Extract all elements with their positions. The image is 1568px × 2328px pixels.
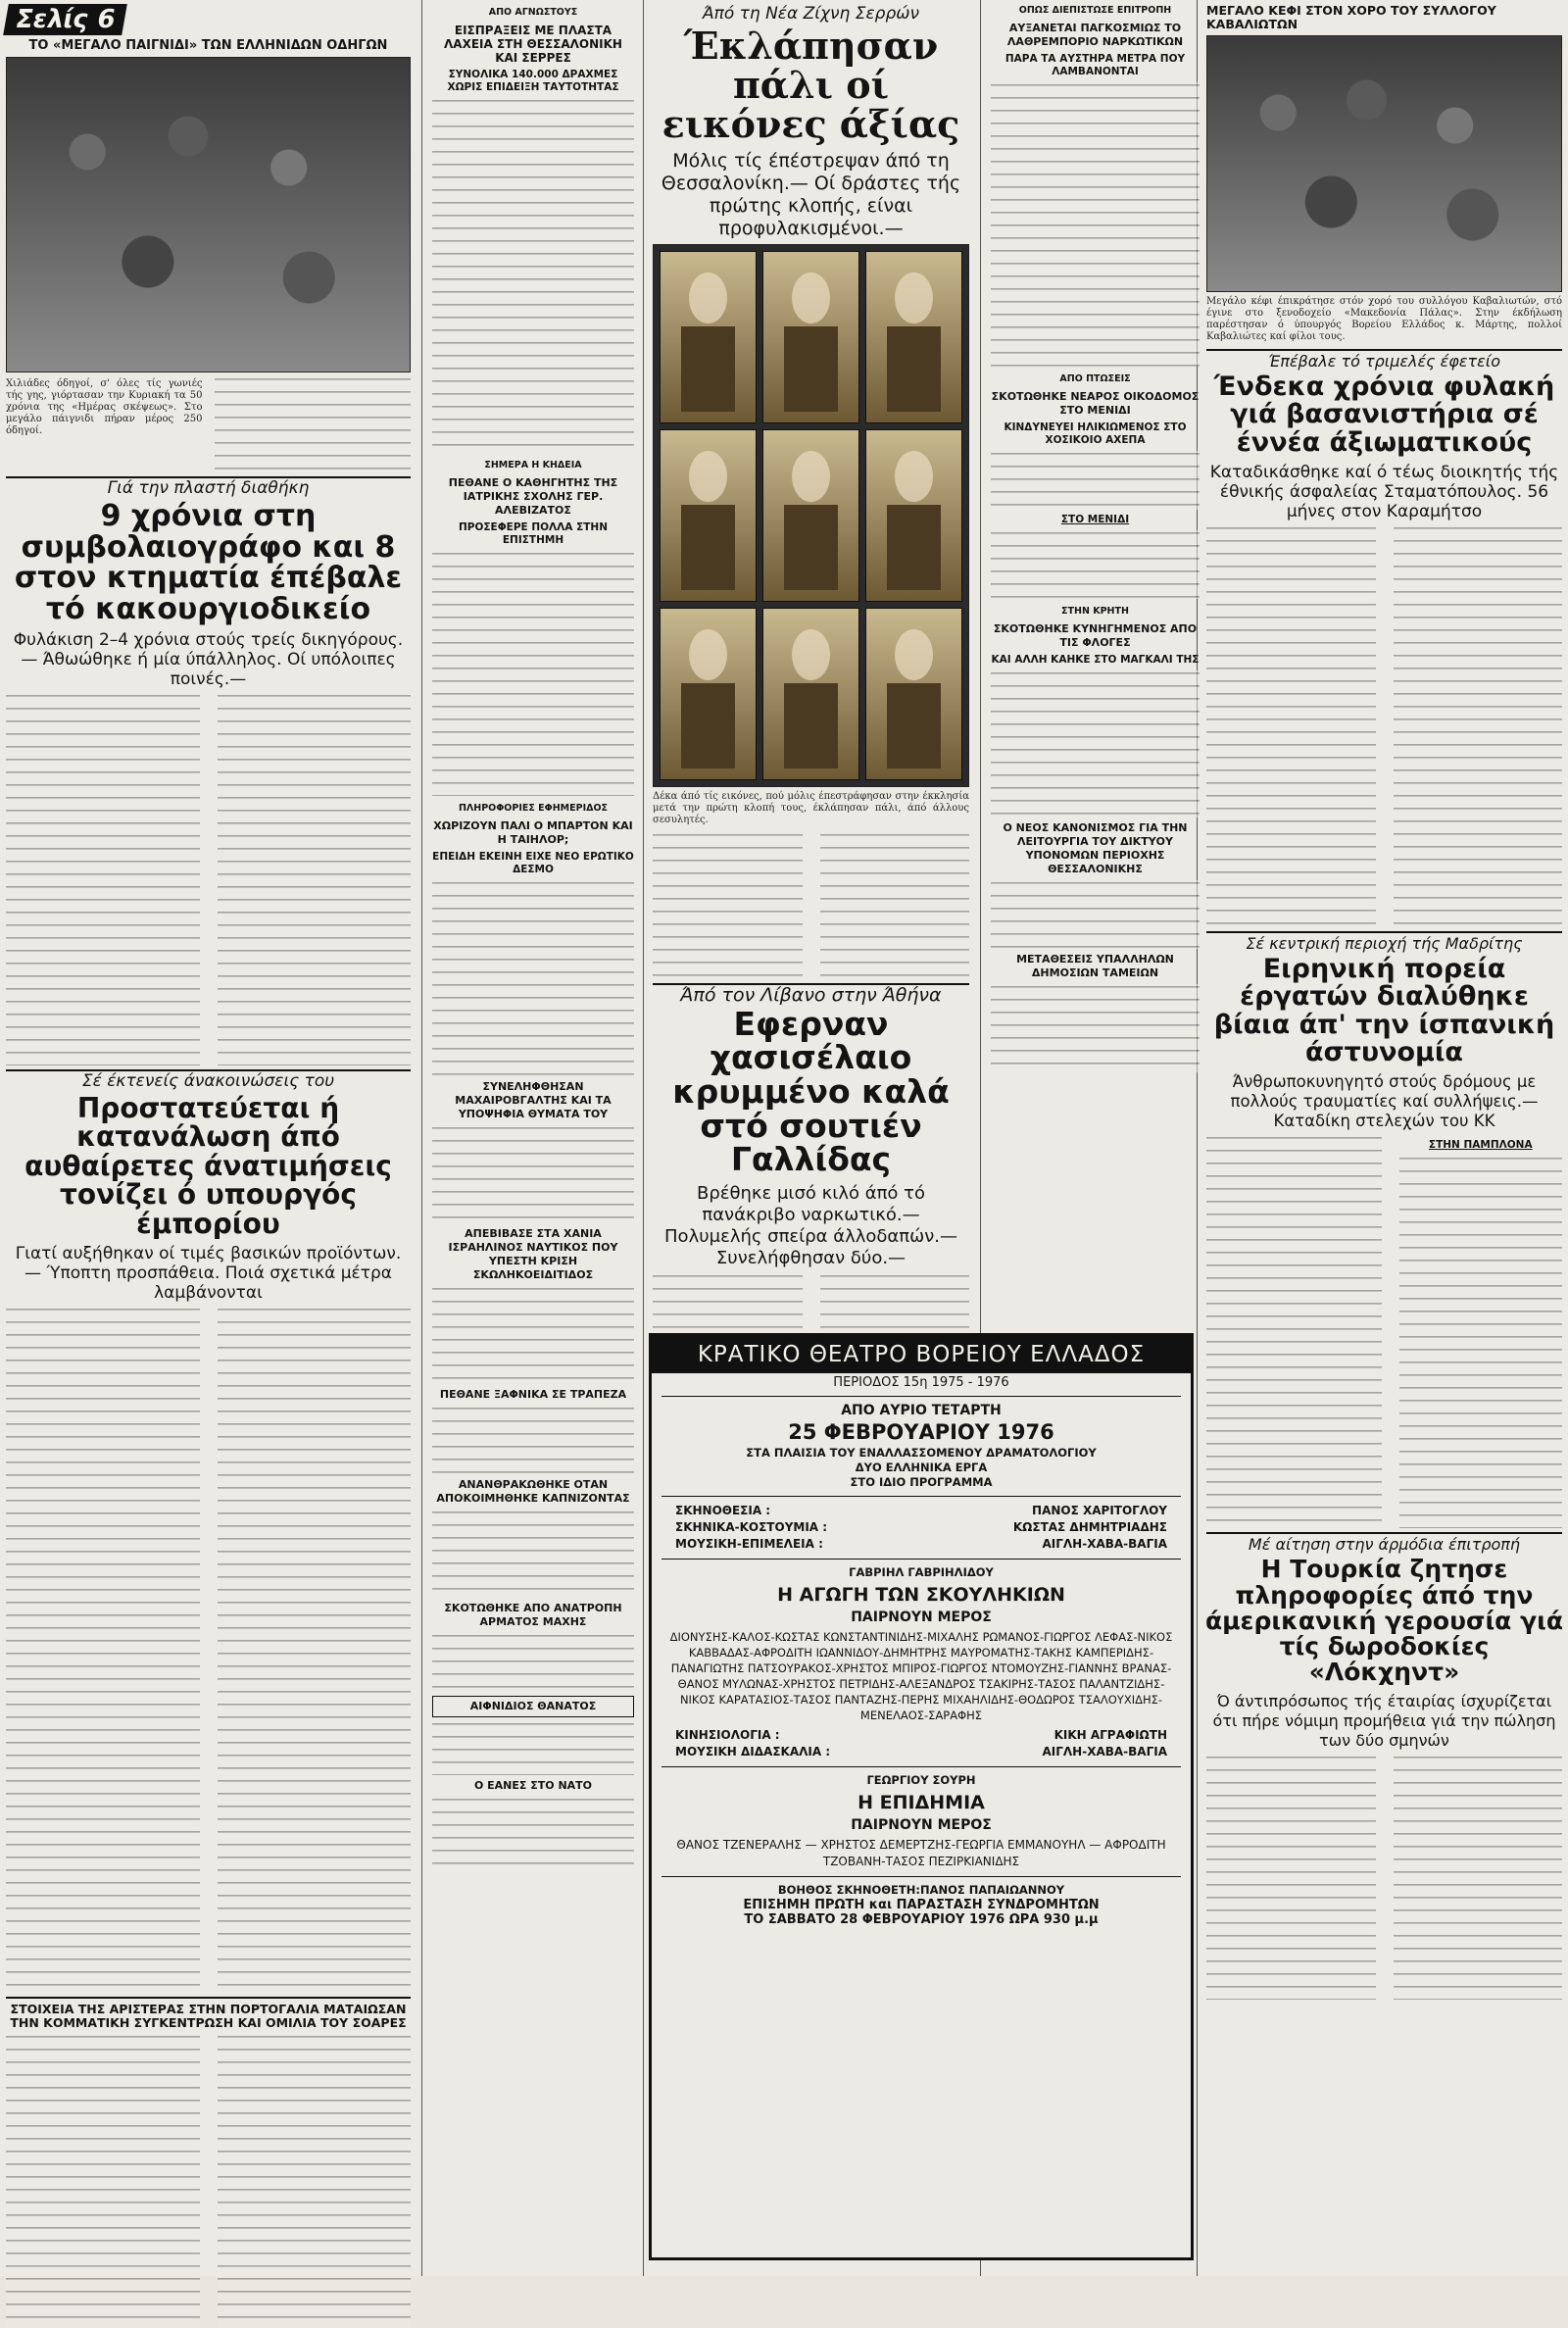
- story-headline: ΣΚΟΤΩΘΗΚΕ ΝΕΑΡΟΣ ΟΙΚΟΔΟΜΟΣ ΣΤΟ ΜΕΝΙΔΙ: [991, 390, 1200, 417]
- article-text: [432, 1125, 634, 1223]
- story-headline: ΧΩΡΙΖΟΥΝ ΠΑΛΙ Ο ΜΠΑΡΤΟΝ ΚΑΙ Η ΤΑΙΗΛΟΡ;: [433, 819, 633, 846]
- play-title: Η ΕΠΙΔΗΜΙΑ: [858, 1792, 985, 1813]
- story-deck: Φυλάκιση 2–4 χρόνια στούς τρείς δικηγόρους.— Άθωώθηκε ή μία ύπάλληλος. Οί υπόλοιπες ποινές.—: [13, 630, 404, 689]
- ad-premiere: ΕΠΙΣΗΜΗ ΠΡΩΤΗ και ΠΑΡΑΣΤΑΣΗ ΣΥΝΔΡΟΜΗΤΩΝ: [743, 1898, 1100, 1912]
- article-text: [432, 1286, 634, 1384]
- story-kicker: Έπέβαλε τό τριμελές έφετείο: [1268, 352, 1500, 371]
- story-headline: ΑΝΑΝΘΡΑΚΩΘΗΚΕ ΟΤΑΝ ΑΠΟΚΟΙΜΗΘΗΚΕ ΚΑΠΝΙΖΟΝΤΑΣ: [436, 1478, 630, 1505]
- story-deck: Βρέθηκε μισό κιλό άπό τό πανάκριβο ναρκωτικό.— Πολυμελής σπείρα άλλοδαπών.— Συνελήφθησαν δύο.—: [664, 1182, 957, 1268]
- story-kicker: ΑΠΟ ΑΓΝΩΣΤΟΥΣ: [488, 7, 578, 18]
- story-headline: ΠΕΘΑΝΕ ΞΑΦΝΙΚΑ ΣΕ ΤΡΑΠΕΖΑ: [439, 1388, 627, 1401]
- article-text: [1399, 1156, 1563, 1528]
- story-headline: 9 χρόνια στη συμβολαιογράφο και 8 στον κτηματία έπέβαλε τό κακουργιοδικείο: [14, 499, 403, 626]
- story-kicker: ΠΛΗΡΟΦΟΡΙΕΣ ΕΦΗΜΕΡΙΔΟΣ: [458, 803, 609, 814]
- ad-programme: ΣΤΟ ΙΔΙΟ ΠΡΟΓΡΑΜΜΑ: [850, 1475, 993, 1489]
- credit-row: [675, 1536, 1167, 1553]
- ad-programme: ΔΥΟ ΕΛΛΗΝΙΚΑ ΕΡΓΑ: [855, 1461, 988, 1474]
- credit-row: [675, 1503, 1167, 1519]
- article-text: [215, 376, 412, 474]
- play-cast: ΔΙΟΝΥΣΗΣ-ΚΑΛΟΣ-ΚΩΣΤΑΣ ΚΩΝΣΤΑΝΤΙΝΙΔΗΣ-ΜΙΧΑΛΗΣ ΡΩΜΑΝΟΣ-ΓΙΩΡΓΟΣ ΛΕΦΑΣ-ΝΙΚΟΣ ΚΑΒΒΑΔΑΣ-ΑΦΡΟΔΙΤΗ ΙΩΑΝΝΙΔΟΥ-ΔΗΜΗΤΡΗΣ ΜΑΥΡΟΜΑΤΗΣ-ΤΑΚΗΣ ΚΑΜΠΕΡΙΔΗΣ-ΠΑΝΑΓΙΩΤΗΣ ΠΑΤΣΟΥΡΑΚΟΣ-ΧΡΗΣΤΟΣ ΜΠΙΡΟΣ-ΓΙΩΡΓΟΣ ΝΤΟΜΟΥΖΗΣ-ΓΙΑΝΝΗΣ ΒΡΑΝΑΣ-ΘΑΝΟΣ ΜΥΛΩΝΑΣ-ΧΡΗΣΤΟΣ ΠΕΤΡΙΔΗΣ-ΑΛΕΞΑΝΔΡΟΣ ΤΣΑΚΙΡΗΣ-ΤΑΣΟΣ ΠΑΛΑΝΤΖΙΔΗΣ-ΝΙΚΟΣ ΚΑΡΑΤΑΣΙΟΣ-ΤΑΣΟΣ ΠΑΝΤΑΖΗΣ-ΠΕΡΗΣ ΜΙΧΑΗΛΙΔΗΣ-ΘΟΔΩΡΟΣ ΤΣΑΛΟΥΧΙΔΗΣ-ΜΕΝΕΛΑΟΣ-ΣΑΡΑΦΗΣ: [669, 1630, 1173, 1722]
- credit-role: ΣΚΗΝΙΚΑ-ΚΟΣΤΟΥΜΙΑ :: [675, 1520, 828, 1534]
- article-text: [1206, 525, 1376, 927]
- credit-row: [675, 1519, 1167, 1536]
- article-text: [6, 693, 200, 1065]
- story-place: ΣΤΗΝ ΠΑΜΠΛΟΝΑ: [1428, 1139, 1533, 1152]
- story-deck: Ό άντιπρόσωπος τής έταιρίας ίσχυρίζεται ότι πήρε νόμιμη προμήθεια γιά την πώληση των δύο σμηνών: [1212, 1691, 1556, 1750]
- story-deck: Άνθρωποκυνηγητό στούς δρόμους με πολλούς τραυματίες καί συλλήψεις.— Καταδίκη στελεχών του ΚΚ: [1230, 1072, 1539, 1131]
- story-place: ΣΤΟ ΜΕΝΙΔΙ: [1060, 514, 1130, 525]
- masthead: [6, 4, 411, 35]
- ad-from: ΑΠΟ ΑΥΡΙΟ ΤΕΤΑΡΤΗ: [841, 1403, 1002, 1418]
- article-text: [991, 530, 1200, 599]
- story-sub: ΚΑΙ ΑΛΛΗ ΚΑΗΚΕ ΣΤΟ ΜΑΓΚΑΛΙ ΤΗΣ: [991, 654, 1200, 666]
- play-title: Η ΑΓΩΓΗ ΤΩΝ ΣΚΟΥΛΗΚΙΩΝ: [777, 1584, 1065, 1606]
- article-text: [1206, 1755, 1376, 2000]
- credit-role: ΜΟΥΣΙΚΗ ΔΙΔΑΣΚΑΛΙΑ :: [675, 1745, 831, 1758]
- story-deck: Γιατί αυξήθηκαν οί τιμές βασικών προϊόντων.— Ύποπτη προσπάθεια. Ποιά σχετικά μέτρα λαμβάνονται: [15, 1243, 402, 1303]
- credit-role: ΚΙΝΗΣΙΟΛΟΓΙΑ :: [675, 1728, 780, 1742]
- story-kicker: Σέ έκτενείς άνακοινώσεις του: [81, 1071, 335, 1091]
- story-headline: Ο ΝΕΟΣ ΚΑΝΟΝΙΣΜΟΣ ΓΙΑ ΤΗΝ ΛΕΙΤΟΥΡΓΙΑ ΤΟΥ ΔΙΚΤΥΟΥ ΥΠΟΝΟΜΩΝ ΠΕΡΙΟΧΗΣ ΘΕΣΣΑΛΟΝΙΚΗΣ: [1003, 821, 1188, 875]
- story-sub: ΚΙΝΔΥΝΕΥΕΙ ΗΛΙΚΙΩΜΕΝΟΣ ΣΤΟ ΧΟΣΙΚΟΙΟ ΑΧΕΠΑ: [1004, 421, 1187, 446]
- story-headline: Εφερναν χασισέλαιο κρυμμένο καλά στό σουτιέν Γαλλίδας: [672, 1004, 950, 1179]
- story-kicker: Μέ αίτηση στην άρμόδια έπιτροπή: [1248, 1535, 1521, 1555]
- photo-caption: Χιλιάδες όδηγοί, σ' όλες τίς γωνιές τής γης, γιόρτασαν την Κυριακή τα 50 χρόνια της «Ημέρας σκέψεως». Στο μεγάλο πάιγνιδι πήραν μέρος 250 όδηγοί.: [6, 378, 203, 436]
- credit-name: ΑΙΓΛΗ-ΧΑΒΑ-ΒΑΓΙΑ: [1042, 1537, 1167, 1551]
- story-kicker: ΑΠΟ ΠΤΩΣΕΙΣ: [1059, 373, 1131, 384]
- ad-programme: ΣΤΑ ΠΛΑΙΣΙΑ ΤΟΥ ΕΝΑΛΛΑΣΣΟΜΕΝΟΥ ΔΡΑΜΑΤΟΛΟΓΙΟΥ: [746, 1446, 1097, 1460]
- credit-name: ΠΑΝΟΣ ΧΑΡΙΤΟΓΛΟΥ: [1032, 1504, 1167, 1517]
- story-headline: ΑΠΕΒΙΒΑΣΕ ΣΤΑ ΧΑΝΙΑ ΙΣΡΑΗΛΙΝΟΣ ΝΑΥΤΙΚΟΣ ΠΟΥ ΥΠΕΣΤΗ ΚΡΙΣΗ ΣΚΩΛΗΚΟΕΙΔΙΤΙΔΟΣ: [448, 1227, 618, 1281]
- article-text: [820, 832, 970, 979]
- credit-name: ΚΩΣΤΑΣ ΔΗΜΗΤΡΙΑΔΗΣ: [1012, 1520, 1167, 1534]
- article-text: [432, 1510, 634, 1598]
- article-text: [432, 1406, 634, 1474]
- article-text: [432, 880, 634, 1076]
- page-number-badge: Σελίς 6: [3, 4, 127, 35]
- story-kicker: Γιά την πλαστή διαθήκη: [107, 478, 310, 498]
- story-sub: ΕΠΕΙΔΗ ΕΚΕΙΝΗ ΕΙΧΕ ΝΕΟ ΕΡΩΤΙΚΟ ΔΕΣΜΟ: [432, 851, 634, 875]
- article-text: [218, 2034, 412, 2328]
- story-headline: ΑΙΦΝΙΔΙΟΣ ΘΑΝΑΤΟΣ: [432, 1696, 634, 1717]
- photo-title: ΜΕΓΑΛΟ ΚΕΦΙ ΣΤΟΝ ΧΟΡΟ ΤΟΥ ΣΥΛΛΟΓΟΥ ΚΑΒΑΛΙΩΤΩΝ: [1206, 3, 1496, 31]
- story-sub: ΠΡΟΣΕΦΕΡΕ ΠΟΛΛΑ ΣΤΗΝ ΕΠΙΣΤΗΜΗ: [458, 521, 609, 546]
- article-text: [218, 693, 412, 1065]
- credit-role: ΣΚΗΝΟΘΕΣΙΑ :: [675, 1504, 771, 1517]
- ad-credits: [652, 1503, 1191, 1553]
- play-cast: ΘΑΝΟΣ ΤΖΕΝΕΡΑΛΗΣ — ΧΡΗΣΤΟΣ ΔΕΜΕΡΤΖΗΣ-ΓΕΩΡΓΙΑ ΕΜΜΑΝΟΥΗΛ — ΑΦΡΟΔΙΤΗ ΤΖΟΒΑΝΗ-ΤΑΣΟΣ ΠΕΖΙΡΚΙΑΝΙΔΗΣ: [676, 1838, 1166, 1868]
- column-left: [0, 0, 416, 2328]
- article-text: [1394, 1755, 1563, 2000]
- story-headline: ΣΥΝΕΛΗΦΘΗΣΑΝ ΜΑΧΑΙΡΟΒΓΑΛΤΗΣ ΚΑΙ ΤΑ ΥΠΟΨΗΦΙΑ ΘΥΜΑΤΑ ΤΟΥ: [455, 1080, 612, 1120]
- cast-label: ΠΑΙΡΝΟΥΝ ΜΕΡΟΣ: [851, 1817, 992, 1833]
- column-second: [426, 0, 640, 1865]
- dance-photo: [1206, 35, 1562, 292]
- article-text: [991, 880, 1200, 949]
- story-headline: ΣΚΟΤΩΘΗΚΕ ΚΥΝΗΓΗΜΕΝΟΣ ΑΠΟ ΤΙΣ ΦΛΟΓΕΣ: [993, 622, 1198, 649]
- ad-period: ΠΕΡΙΟΔΟΣ 15η 1975 - 1976: [833, 1375, 1009, 1390]
- story-kicker: Άπό τον Λίβανο στην Άθήνα: [680, 983, 942, 1006]
- column-rule: [421, 0, 422, 2276]
- ad-date: 25 ΦΕΒΡΟΥΑΡΙΟΥ 1976: [788, 1420, 1054, 1444]
- article-text: [6, 2034, 200, 2328]
- story-headline: ΕΙΣΠΡΑΞΕΙΣ ΜΕ ΠΛΑΣΤΑ ΛΑΧΕΙΑ ΣΤΗ ΘΕΣΣΑΛΟΝΙΚΗ ΚΑΙ ΣΕΡΡΕΣ: [444, 24, 622, 65]
- photo-title: ΤΟ «ΜΕΓΑΛΟ ΠΑΙΓΝΙΔΙ» ΤΩΝ ΕΛΛΗΝΙΔΩΝ ΟΔΗΓΩΝ: [28, 38, 388, 53]
- photo-caption: Μεγάλο κέφι έπικράτησε στόν χορό του συλλόγου Καβαλιωτών, στό έγινε στο ξενοδοχείο «Μακεδονία Πάλας». Στην έκδήλωση παρέστησαν ό ύπουργός Βορείου Ελλάδος κ. Μάρτης, πολλοί Καβαλιώτες καί φίλοι τους.: [1206, 296, 1562, 342]
- story-headline: ΠΕΘΑΝΕ Ο ΚΑΘΗΓΗΤΗΣ ΤΗΣ ΙΑΤΡΙΚΗΣ ΣΧΟΛΗΣ ΓΕΡ. ΑΛΕΒΙΖΑΤΟΣ: [448, 476, 618, 517]
- credit-name: ΚΙΚΗ ΑΓΡΑΦΙΩΤΗ: [1054, 1728, 1167, 1742]
- story-headline: Έκλάπησαν πάλι οί εικόνες άξίας: [662, 24, 960, 146]
- cast-label: ΠΑΙΡΝΟΥΝ ΜΕΡΟΣ: [851, 1610, 992, 1625]
- story-kicker: ΣΗΜΕΡΑ Η ΚΗΔΕΙΑ: [484, 460, 582, 471]
- article-text: [432, 98, 634, 451]
- story-deck: Καταδικάσθηκε καί ό τέως διοικητής τής έθνικής άσφαλείας Σταματόπουλος. 56 μήνες στον Καραμήτσο: [1209, 463, 1559, 522]
- stolen-icons-photo: [653, 244, 969, 787]
- credit-row: [675, 1744, 1167, 1760]
- article-text: [6, 1307, 200, 1993]
- article-text: [1394, 525, 1563, 927]
- article-text: [432, 1721, 634, 1775]
- story-headline: Ένδεκα χρόνια φυλακή γιά βασανιστήρια σέ έννέα άξιωματικούς: [1213, 371, 1555, 458]
- credit-row: [675, 1727, 1167, 1744]
- credit-role: ΜΟΥΣΙΚΗ-ΕΠΙΜΕΛΕΙΑ :: [675, 1537, 823, 1551]
- article-text: [1206, 1135, 1382, 1527]
- column-rule: [643, 0, 644, 2276]
- ad-header: ΚΡΑΤΙΚΟ ΘΕΑΤΡΟ ΒΟΡΕΙΟΥ ΕΛΛΑΔΟΣ: [652, 1336, 1191, 1373]
- column-fourth: [985, 0, 1205, 1072]
- guides-photo: [6, 57, 411, 372]
- ad-credits: [652, 1727, 1191, 1760]
- story-headline: ΣΚΟΤΩΘΗΚΕ ΑΠΟ ΑΝΑΤΡΟΠΗ ΑΡΜΑΤΟΣ ΜΑΧΗΣ: [444, 1602, 622, 1628]
- story-kicker: ΣΤΗΝ ΚΡΗΤΗ: [1061, 606, 1129, 617]
- story-headline: ΑΥΞΑΝΕΤΑΙ ΠΑΓΚΟΣΜΙΩΣ ΤΟ ΛΑΘΡΕΜΠΟΡΙΟ ΝΑΡΚΩΤΙΚΩΝ: [1006, 22, 1184, 48]
- story-deck: Μόλις τίς έπέστρεψαν άπό τη Θεσσαλονίκη.— Οί δράστες τής πρώτης κλοπής, είναι προφυλακισμένοι.—: [661, 149, 961, 239]
- article-text: [432, 1633, 634, 1692]
- column-middle: [647, 0, 975, 1548]
- credit-name: ΑΙΓΛΗ-ΧΑΒΑ-ΒΑΓΙΑ: [1042, 1745, 1167, 1758]
- article-text: [432, 1797, 634, 1865]
- story-sub: ΠΑΡΑ ΤΑ ΑΥΣΤΗΡΑ ΜΕΤΡΑ ΠΟΥ ΛΑΜΒΑΝΟΝΤΑΙ: [1004, 53, 1186, 77]
- column-right: [1200, 0, 1568, 2000]
- story-headline: Η Τουρκία ζητησε πληροφορίες άπό την άμερικανική γερουσία γιά τίς δωροδοκίες «Λόκχηντ»: [1204, 1555, 1564, 1687]
- ad-premiere-date: ΤΟ ΣΑΒΒΑΤΟ 28 ΦΕΒΡΟΥΑΡΙΟΥ 1976 ΩΡΑ 930 μ.μ: [744, 1912, 1099, 1927]
- photo-caption: Δέκα άπό τίς εικόνες, πού μόλις έπεστράφησαν στην έκκλησία μετά την πρώτη κλοπή τους, έκλάπησαν πάλι, άπό άλλους σεσυλητές.: [653, 790, 969, 825]
- article-text: [991, 82, 1200, 367]
- article-text: [991, 451, 1200, 510]
- story-sub: ΣΥΝΟΛΙΚΑ 140.000 ΔΡΑΧΜΕΣ ΧΩΡΙΣ ΕΠΙΔΕΙΞΗ ΤΑΥΤΟΤΗΤΑΣ: [447, 69, 619, 93]
- story-headline: Προστατεύεται ή κατανάλωση άπό αυθαίρετες άνατιμήσεις τονίζει ό υπουργός έμπορίου: [24, 1092, 392, 1240]
- article-text: [432, 551, 634, 796]
- theatre-advertisement: [649, 1333, 1194, 2260]
- story-kicker: ΟΠΩΣ ΔΙΕΠΙΣΤΩΣΕ ΕΠΙΤΡΟΠΗ: [1018, 5, 1172, 16]
- story-headline: ΣΤΟΙΧΕΙΑ ΤΗΣ ΑΡΙΣΤΕΡΑΣ ΣΤΗΝ ΠΟΡΤΟΓΑΛΙΑ ΜΑΤΑΙΩΣΑΝ ΤΗΝ ΚΟΜΜΑΤΙΚΗ ΣΥΓΚΕΝΤΡΩΣΗ ΚΑΙ ΟΜΙΛΙΑ ΤΟΥ ΣΟΑΡΕΣ: [10, 2001, 407, 2030]
- story-headline: Ο ΕΑΝΕΣ ΣΤΟ ΝΑΤΟ: [473, 1779, 593, 1792]
- article-text: [991, 984, 1200, 1072]
- story-headline: Ειρηνική πορεία έργατών διαλύθηκε βίαια άπ' την ίσπανική άστυνομία: [1213, 954, 1555, 1068]
- play-author: ΓΕΩΡΓΙΟΥ ΣΟΥΡΗ: [866, 1773, 976, 1787]
- play-author: ΓΑΒΡΙΗΛ ΓΑΒΡΙΗΛΙΔΟΥ: [849, 1565, 994, 1579]
- article-text: [991, 670, 1200, 817]
- article-text: [653, 832, 803, 979]
- article-text: [218, 1307, 412, 1993]
- story-kicker: Σέ κεντρική περιοχή τής Μαδρίτης: [1246, 934, 1523, 954]
- story-kicker: Άπό τη Νέα Ζίχνη Σερρών: [703, 4, 919, 24]
- ad-assistant: ΒΟΗΘΟΣ ΣΚΗΝΟΘΕΤΗ:ΠΑΝΟΣ ΠΑΠΑΙΩΑΝΝΟΥ: [777, 1883, 1065, 1897]
- story-headline: ΜΕΤΑΘΕΣΕΙΣ ΥΠΑΛΛΗΛΩΝ ΔΗΜΟΣΙΩΝ ΤΑΜΕΙΩΝ: [1016, 953, 1174, 979]
